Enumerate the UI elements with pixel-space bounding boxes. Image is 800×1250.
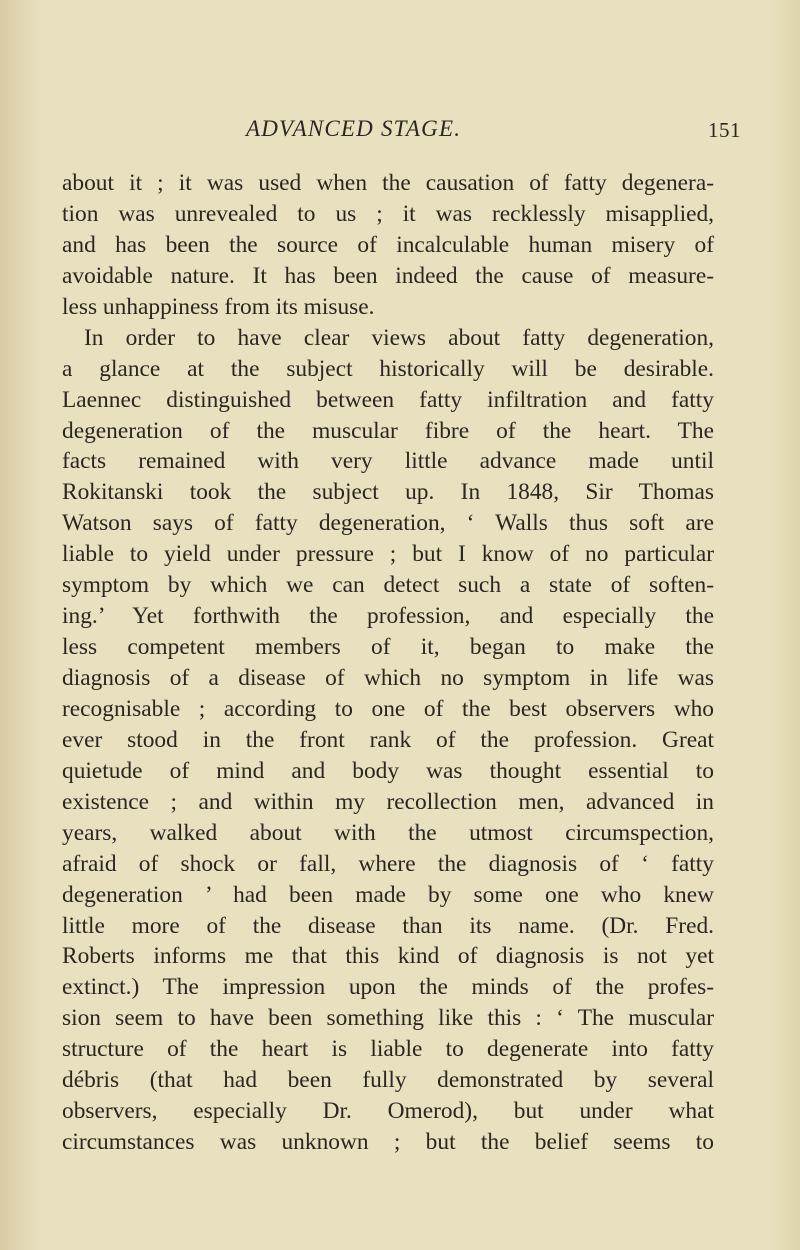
text-line: Watson says of fatty degeneration, ‘ Walls thus soft are <box>62 510 714 537</box>
text-line: circumstances was unknown ; but the belief seems to <box>62 1129 714 1156</box>
text-line: avoidable nature. It has been indeed the cause of measure- <box>62 262 714 289</box>
text-line: little more of the disease than its name. (Dr. Fred. <box>62 912 714 939</box>
text-line: a glance at the subject historically will be desirable. <box>62 355 714 382</box>
text-line: tion was unrevealed to us ; it was recklessly misapplied, <box>62 200 714 227</box>
text-line: Roberts informs me that this kind of diagnosis is not yet <box>62 943 714 970</box>
running-title: ADVANCED STAGE. <box>246 116 462 141</box>
text-line: Laennec distinguished between fatty infiltration and fatty <box>62 386 714 413</box>
text-line: facts remained with very little advance made until <box>62 448 714 475</box>
text-line: afraid of shock or fall, where the diagnosis of ‘ fatty <box>62 850 714 877</box>
text-line: degeneration ’ had been made by some one who knew <box>62 881 714 908</box>
text-line: diagnosis of a disease of which no symptom in life was <box>62 665 714 691</box>
text-line: sion seem to have been something like this : ‘ The muscular <box>62 1005 714 1032</box>
text-line: structure of the heart is liable to degenerate into fatty <box>62 1036 714 1063</box>
text-line: less unhappiness from its misuse. <box>62 293 375 320</box>
text-line: years, walked about with the utmost circumspection, <box>62 819 714 846</box>
text-line: about it ; it was used when the causation of fatty degenera- <box>62 170 714 196</box>
text-line: In order to have clear views about fatty degeneration, <box>84 324 714 351</box>
text-line: extinct.) The impression upon the minds of the profes- <box>62 974 714 1001</box>
text-line: existence ; and within my recollection men, advanced in <box>62 788 714 815</box>
text-line: and has been the source of incalculable human misery of <box>62 231 714 258</box>
text-line: degeneration of the muscular fibre of the heart. The <box>62 417 714 444</box>
text-line: débris (that had been fully demonstrated by several <box>62 1067 714 1094</box>
body-text <box>62 168 714 1158</box>
text-line: less competent members of it, began to make the <box>62 634 714 661</box>
text-line: ing.’ Yet forthwith the profession, and especially the <box>62 603 714 630</box>
page-number: 151 <box>708 118 741 142</box>
text-line: Rokitanski took the subject up. In 1848, Sir Thomas <box>62 479 714 506</box>
text-line: liable to yield under pressure ; but I know of no particular <box>62 541 714 568</box>
text-line: recognisable ; according to one of the best observers who <box>62 695 714 722</box>
text-line: symptom by which we can detect such a state of soften- <box>62 572 714 599</box>
text-line: quietude of mind and body was thought essential to <box>62 757 714 784</box>
text-line: ever stood in the front rank of the profession. Great <box>62 726 714 753</box>
page-header <box>0 116 800 148</box>
text-line: observers, especially Dr. Omerod), but under what <box>62 1098 714 1125</box>
